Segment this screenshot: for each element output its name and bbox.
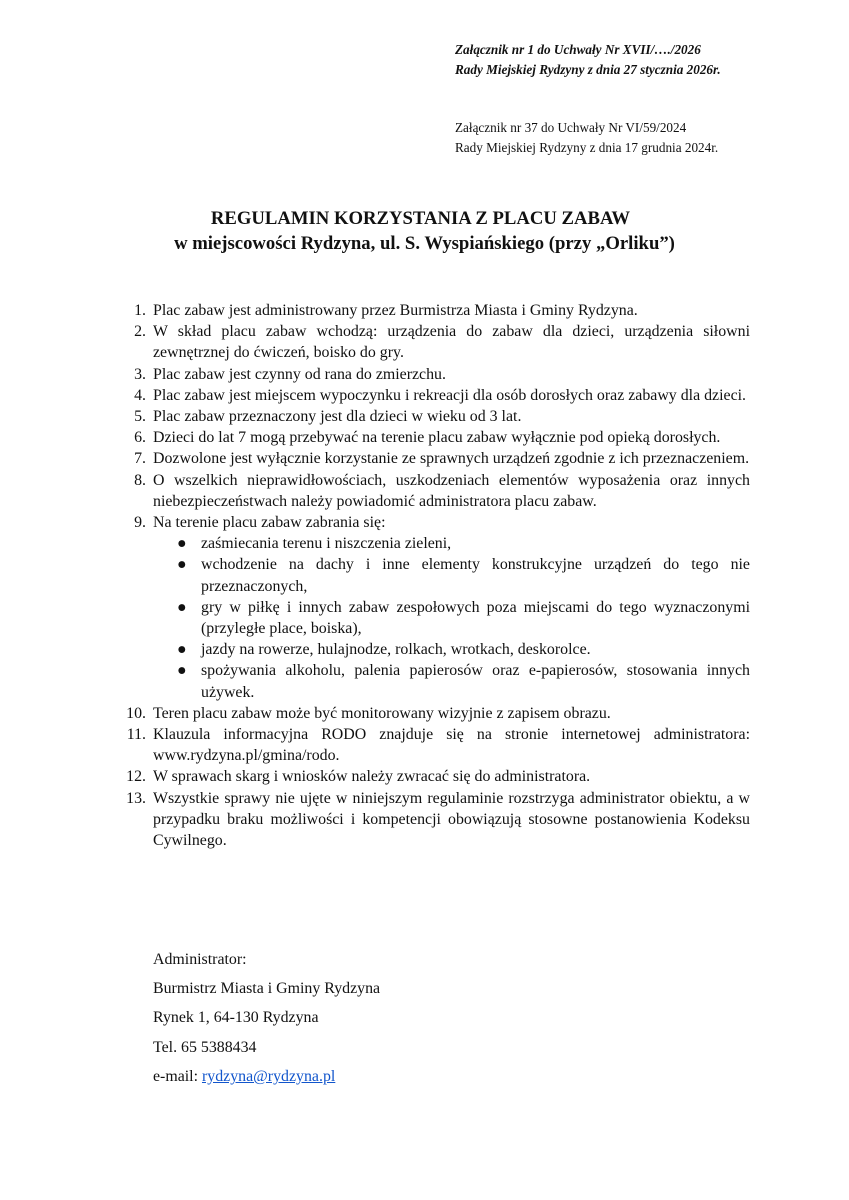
rule-item [122, 470, 750, 512]
rule-text: W skład placu zabaw wchodzą: urządzenia do zabaw dla dzieci, urządzenia siłowni zewnętrznej do ćwiczeń, boisko do gry. [153, 323, 750, 362]
rule-text: Plac zabaw przeznaczony jest dla dzieci w wieku od 3 lat. [153, 408, 522, 426]
rule-item [122, 321, 750, 363]
administrator-block [153, 945, 380, 1091]
rule-item [122, 724, 750, 766]
rules-list [122, 300, 750, 851]
attachment-header-previous-line1: Załącznik nr 37 do Uchwały Nr VI/59/2024 [455, 120, 687, 135]
attachment-header-current-line1: Załącznik nr 1 do Uchwały Nr XVII/…./2026 [455, 42, 701, 57]
rule-text: Plac zabaw jest miejscem wypoczynku i rekreacji dla osób dorosłych oraz zabawy dla dzieci. [153, 386, 747, 404]
rule-text: W sprawach skarg i wniosków należy zwracać się do administratora. [153, 768, 591, 786]
administrator-name: Burmistrz Miasta i Gminy Rydzyna [153, 980, 381, 998]
rule-item [122, 300, 750, 321]
rule-text: Teren placu zabaw może być monitorowany wizyjnie z zapisem obrazu. [153, 704, 611, 722]
prohibition-item [153, 533, 750, 554]
prohibitions-list [153, 533, 750, 703]
rule-item [122, 703, 750, 724]
document-title [0, 206, 849, 256]
document-title-line1: REGULAMIN KORZYSTANIA Z PLACU ZABAW [210, 208, 631, 229]
rule-text: Dozwolone jest wyłącznie korzystanie ze sprawnych urządzeń zgodnie z ich przeznaczeniem. [153, 450, 750, 468]
bullet-icon: ● [177, 598, 187, 616]
prohibition-text: jazdy na rowerze, hulajnodze, rolkach, wrotkach, deskorolce. [201, 641, 591, 659]
rule-item [122, 512, 750, 703]
rule-text: Plac zabaw jest czynny od rana do zmierzchu. [153, 365, 446, 383]
rule-number: 1. [134, 302, 146, 319]
rule-number: 11. [126, 726, 146, 744]
rule-number: 13. [126, 789, 146, 807]
prohibition-item [153, 554, 750, 596]
bullet-icon: ● [177, 641, 187, 659]
administrator-phone: Tel. 65 5388434 [153, 1038, 257, 1056]
rule-text: Wszystkie sprawy nie ujęte w niniejszym regulaminie rozstrzyga administrator obiektu, a w przypadku braku możliwości i kompetencji obowiązują stosowne postanowienia Kodeksu Cywilnego. [153, 789, 750, 850]
document-title-line2: w miejscowości Rydzyna, ul. S. Wyspiańskiego (przy „Orliku”) [174, 233, 675, 254]
rule-item [122, 766, 750, 787]
email-label: e-mail: [153, 1067, 202, 1085]
bullet-icon: ● [177, 556, 187, 574]
attachment-header-current-line2: Rady Miejskiej Rydzyny z dnia 27 stycznia 2026r. [455, 62, 721, 77]
rule-number: 6. [134, 429, 146, 447]
rule-item [122, 788, 750, 852]
rule-number: 9. [134, 514, 146, 532]
administrator-email-row [153, 1062, 380, 1091]
prohibition-text: gry w piłkę i innych zabaw zespołowych poza miejscami do tego wyznaczonymi (przyległe place, boiska), [201, 598, 750, 638]
rule-number: 4. [134, 386, 146, 404]
attachment-header-previous-line2: Rady Miejskiej Rydzyny z dnia 17 grudnia 2024r. [455, 140, 719, 155]
rule-number: 3. [134, 365, 146, 383]
bullet-icon: ● [177, 662, 187, 680]
prohibition-item [153, 660, 750, 702]
attachment-header-previous [455, 118, 718, 158]
rule-text: Klauzula informacyjna RODO znajduje się na stronie internetowej administratora: www.rydzyna.pl/gmina/rodo. [153, 726, 750, 765]
rule-text: Plac zabaw jest administrowany przez Burmistrza Miasta i Gminy Rydzyna. [153, 302, 638, 319]
prohibition-item [153, 639, 750, 660]
prohibition-item [153, 597, 750, 639]
rule-number: 2. [134, 323, 146, 341]
attachment-header-current [455, 40, 721, 80]
rule-item [122, 427, 750, 448]
rule-number: 7. [134, 450, 146, 468]
bullet-icon: ● [177, 535, 187, 553]
email-link[interactable]: rydzyna@rydzyna.pl [201, 1067, 336, 1085]
prohibition-text: spożywania alkoholu, palenia papierosów oraz e-papierosów, stosowania innych używek. [201, 662, 750, 701]
rule-number: 12. [126, 768, 146, 786]
rule-item [122, 406, 750, 427]
prohibition-text: zaśmiecania terenu i niszczenia zieleni, [201, 535, 452, 553]
rule-item [122, 448, 750, 469]
rule-text: O wszelkich nieprawidłowościach, uszkodzeniach elementów wyposażenia oraz innych niebezpieczeństwach należy powiadomić administratora placu zabaw. [153, 471, 750, 510]
rule-item [122, 364, 750, 385]
prohibition-text: wchodzenie na dachy i inne elementy konstrukcyjne urządzeń do tego nie przeznaczonych, [201, 556, 750, 595]
rule-number: 8. [134, 471, 146, 489]
rule-number: 5. [134, 408, 146, 426]
rule-text: Na terenie placu zabaw zabrania się: [153, 514, 386, 532]
rule-number: 10. [126, 704, 146, 722]
rule-item [122, 385, 750, 406]
administrator-address: Rynek 1, 64-130 Rydzyna [153, 1009, 319, 1027]
administrator-heading: Administrator: [153, 951, 247, 968]
rule-text: Dzieci do lat 7 mogą przebywać na terenie placu zabaw wyłącznie pod opieką dorosłych. [153, 429, 721, 447]
